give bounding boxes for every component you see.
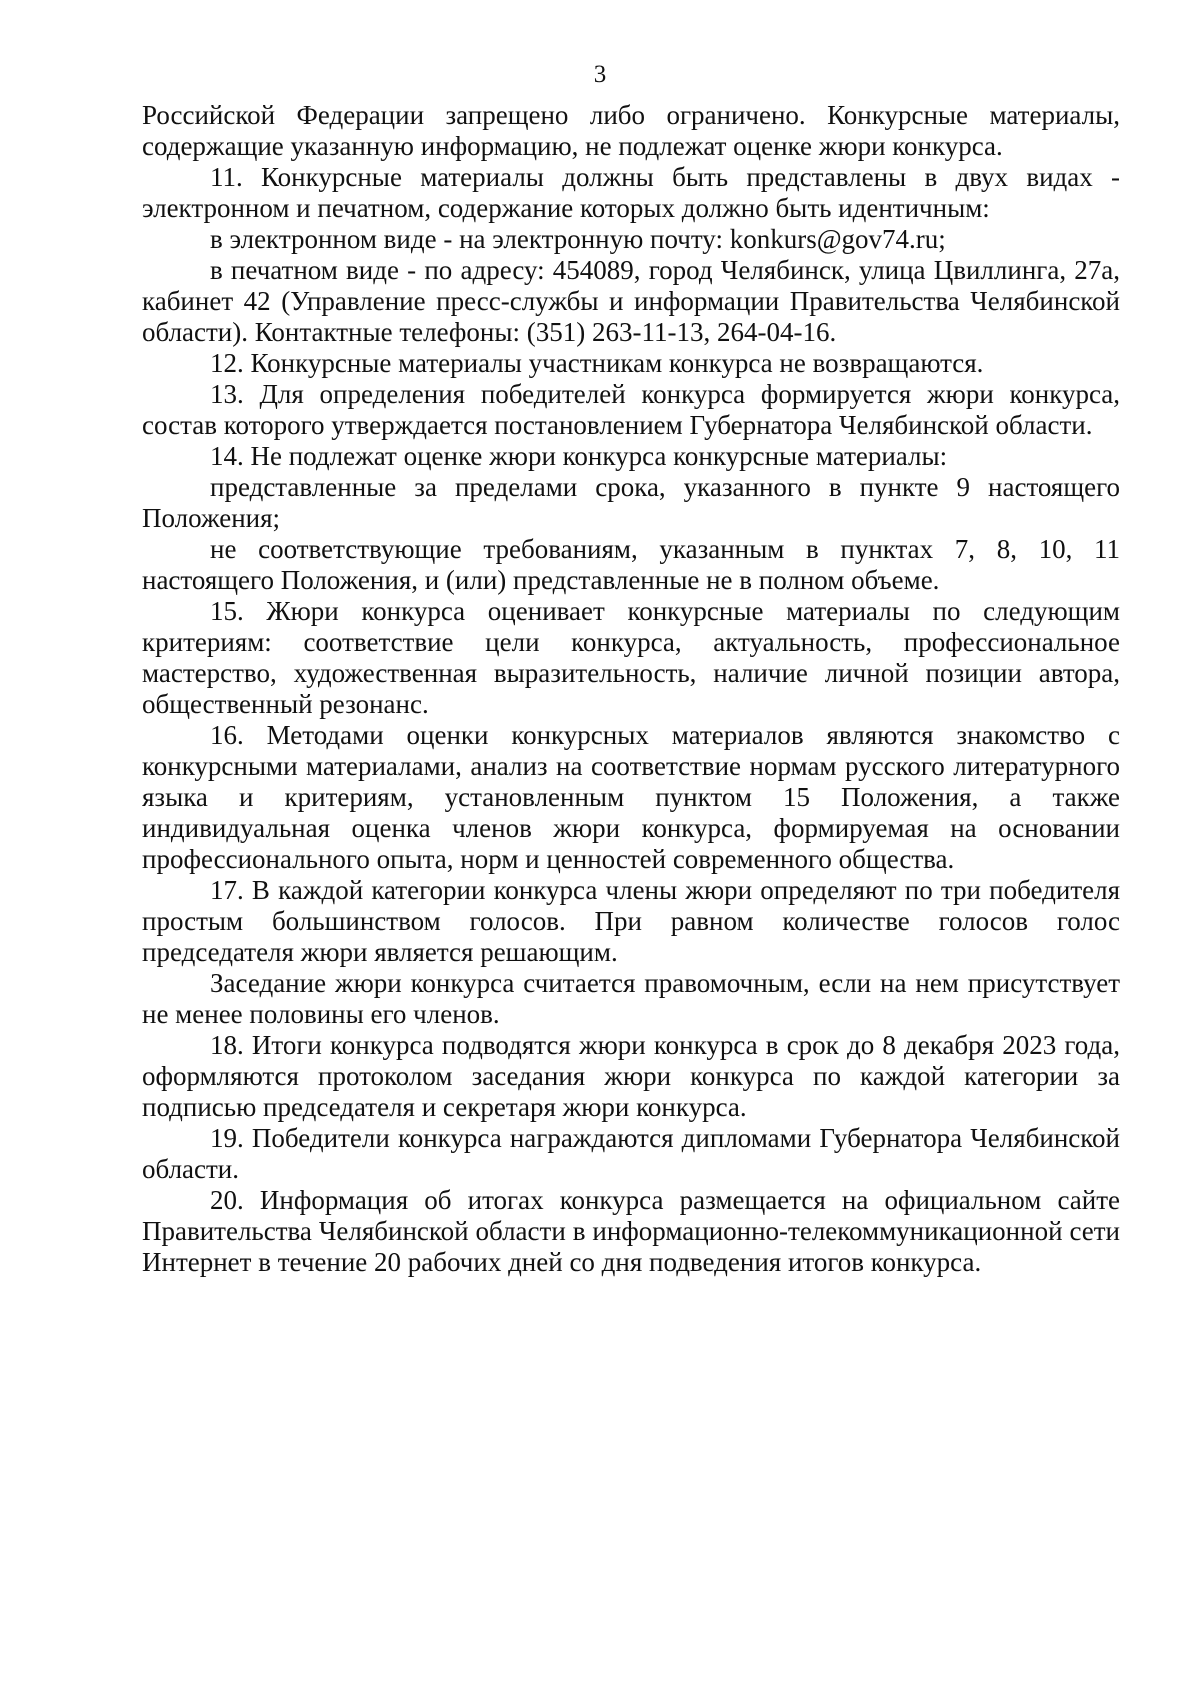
- paragraph-item-11: 11. Конкурсные материалы должны быть представлены в двух видах - электронном и печатном, содержание которых должно быть идентичным:: [142, 162, 1120, 223]
- paragraph-item-14-deadline: представленные за пределами срока, указанного в пункте 9 настоящего Положения;: [142, 472, 1120, 533]
- document-body: [142, 100, 1120, 1278]
- paragraph-printed-form: в печатном виде - по адресу: 454089, город Челябинск, улица Цвиллинга, 27а, кабинет 42 (Управление пресс-службы и информации Правительства Челябинской области). Контактные телефоны: (351) 263-11-13, 264-04-16.: [142, 255, 1120, 347]
- paragraph-item-12: 12. Конкурсные материалы участникам конкурса не возвращаются.: [210, 348, 984, 378]
- paragraph-item-18: 18. Итоги конкурса подводятся жюри конкурса в срок до 8 декабря 2023 года, оформляются протоколом заседания жюри конкурса по каждой категории за подписью председателя и секретаря жюри конкурса.: [142, 1030, 1120, 1122]
- page-number: 3: [593, 61, 607, 88]
- paragraph-item-20: 20. Информация об итогах конкурса размещается на официальном сайте Правительства Челябинской области в информационно-телекоммуникационной сети Интернет в течение 20 рабочих дней со дня подведения итогов конкурса.: [142, 1185, 1120, 1277]
- paragraph-item-17-quorum: Заседание жюри конкурса считается правомочным, если на нем присутствует не менее половины его членов.: [142, 968, 1120, 1029]
- paragraph-item-19: 19. Победители конкурса награждаются дипломами Губернатора Челябинской области.: [142, 1123, 1120, 1184]
- paragraph-item-14: 14. Не подлежат оценке жюри конкурса конкурсные материалы:: [210, 441, 948, 471]
- paragraph-item-17: 17. В каждой категории конкурса члены жюри определяют по три победителя простым большинством голосов. При равном количестве голосов голос председателя жюри является решающим.: [142, 875, 1120, 967]
- paragraph-continuation: Российской Федерации запрещено либо ограничено. Конкурсные материалы, содержащие указанную информацию, не подлежат оценке жюри конкурса.: [142, 100, 1120, 161]
- paragraph-item-16: 16. Методами оценки конкурсных материалов являются знакомство с конкурсными материалами, анализ на соответствие нормам русского литературного языка и критериям, установленным пунктом 15 Положения, а также индивидуальная оценка членов жюри конкурса, формируемая на основании профессионального опыта, норм и ценностей современного общества.: [142, 720, 1120, 874]
- paragraph-item-15: 15. Жюри конкурса оценивает конкурсные материалы по следующим критериям: соответствие цели конкурса, актуальность, профессиональное мастерство, художественная выразительность, наличие личной позиции автора, общественный резонанс.: [142, 596, 1120, 719]
- paragraph-item-14-requirements: не соответствующие требованиям, указанным в пунктах 7, 8, 10, 11 настоящего Положения, и (или) представленные не в полном объеме.: [142, 534, 1120, 595]
- paragraph-electronic-form: в электронном виде - на электронную почту: konkurs@gov74.ru;: [210, 224, 946, 254]
- paragraph-item-13: 13. Для определения победителей конкурса формируется жюри конкурса, состав которого утверждается постановлением Губернатора Челябинской области.: [142, 379, 1120, 440]
